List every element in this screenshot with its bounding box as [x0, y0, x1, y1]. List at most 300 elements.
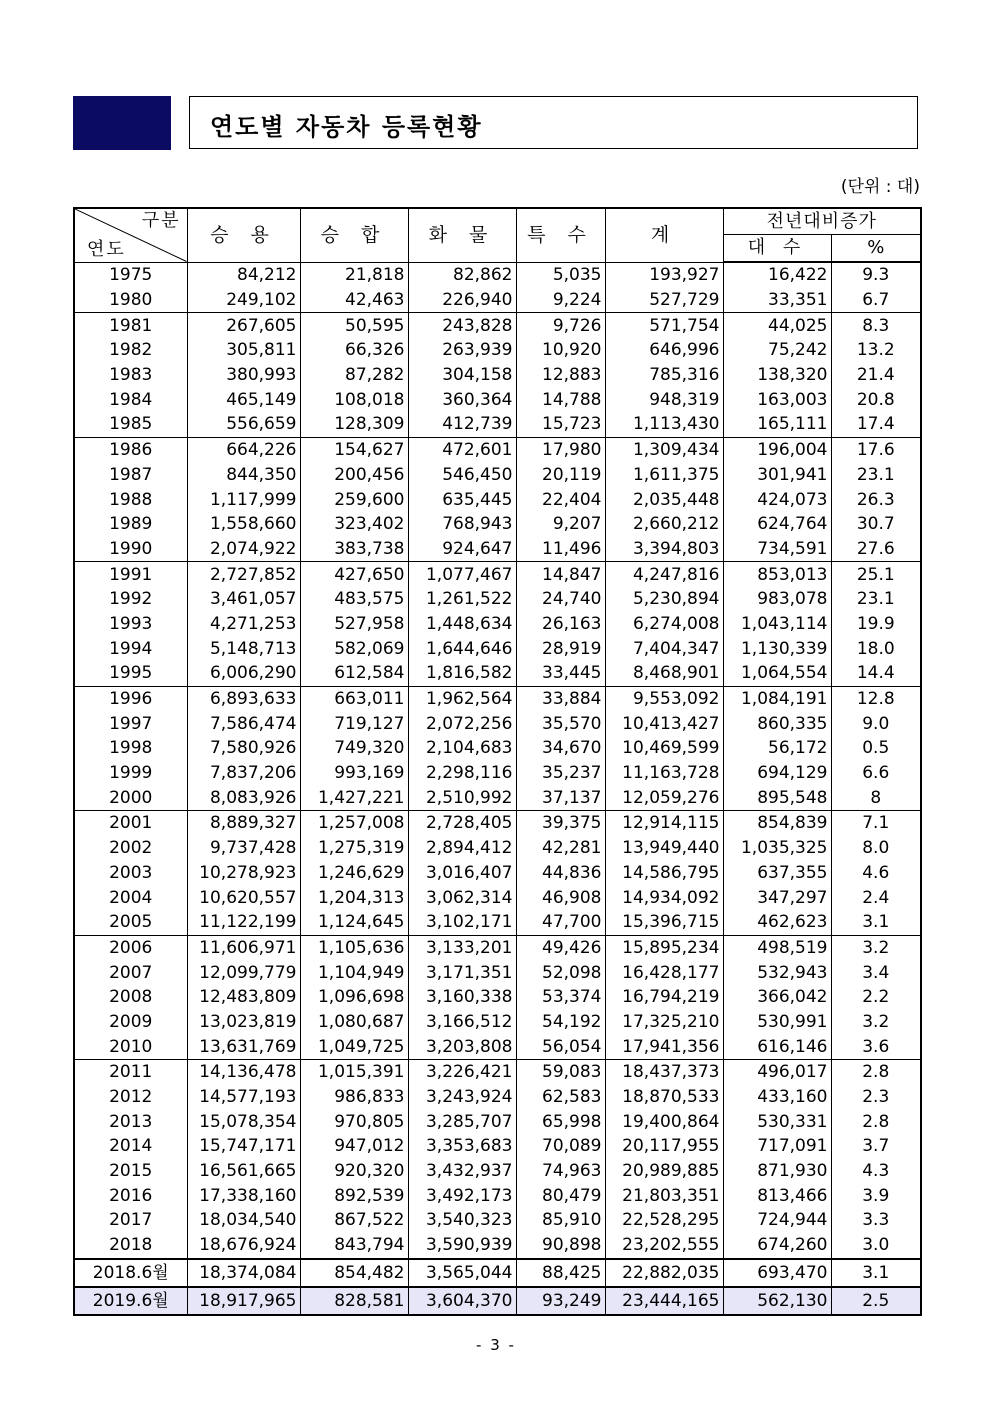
header-total: 계	[605, 208, 723, 262]
truck-cell: 3,285,707	[408, 1109, 516, 1134]
total-cell: 11,163,728	[605, 761, 723, 786]
year-cell: 2001	[74, 811, 187, 836]
yoy-count-cell: 1,043,114	[723, 612, 831, 637]
total-cell: 785,316	[605, 363, 723, 388]
yoy-pct-cell: 3.9	[831, 1183, 921, 1208]
van-cell: 21,818	[300, 262, 408, 288]
yoy-pct-cell: 27.6	[831, 537, 921, 562]
passenger-cell: 2,074,922	[187, 537, 300, 562]
van-cell: 1,080,687	[300, 1010, 408, 1035]
special-cell: 49,426	[516, 935, 605, 960]
year-cell: 2019.6월	[74, 1287, 187, 1315]
van-cell: 612,584	[300, 661, 408, 686]
van-cell: 986,833	[300, 1085, 408, 1110]
total-cell: 646,996	[605, 338, 723, 363]
table-row	[74, 387, 921, 412]
yoy-pct-cell: 4.6	[831, 861, 921, 886]
special-cell: 88,425	[516, 1259, 605, 1287]
yoy-count-cell: 301,941	[723, 463, 831, 488]
yoy-count-cell: 33,351	[723, 288, 831, 313]
table-row	[74, 910, 921, 935]
special-cell: 70,089	[516, 1134, 605, 1159]
total-cell: 14,586,795	[605, 861, 723, 886]
special-cell: 90,898	[516, 1233, 605, 1259]
header-special: 특 수	[516, 208, 605, 262]
passenger-cell: 15,078,354	[187, 1109, 300, 1134]
corner-label-top: 구분	[141, 210, 181, 231]
passenger-cell: 12,483,809	[187, 985, 300, 1010]
table-row	[74, 562, 921, 587]
yoy-pct-cell: 3.2	[831, 935, 921, 960]
table-row	[74, 363, 921, 388]
truck-cell: 3,171,351	[408, 960, 516, 985]
table-row	[74, 437, 921, 462]
special-cell: 14,788	[516, 387, 605, 412]
total-cell: 527,729	[605, 288, 723, 313]
table-row	[74, 636, 921, 661]
van-cell: 1,049,725	[300, 1034, 408, 1059]
passenger-cell: 5,148,713	[187, 636, 300, 661]
special-cell: 65,998	[516, 1109, 605, 1134]
yoy-count-cell: 860,335	[723, 711, 831, 736]
special-cell: 52,098	[516, 960, 605, 985]
year-cell: 1983	[74, 363, 187, 388]
yoy-count-cell: 694,129	[723, 761, 831, 786]
year-cell: 2005	[74, 910, 187, 935]
passenger-cell: 11,122,199	[187, 910, 300, 935]
van-cell: 66,326	[300, 338, 408, 363]
year-cell: 2010	[74, 1034, 187, 1059]
passenger-cell: 13,631,769	[187, 1034, 300, 1059]
special-cell: 24,740	[516, 587, 605, 612]
truck-cell: 3,062,314	[408, 885, 516, 910]
special-cell: 22,404	[516, 487, 605, 512]
year-cell: 1994	[74, 636, 187, 661]
passenger-cell: 8,083,926	[187, 785, 300, 810]
total-cell: 14,934,092	[605, 885, 723, 910]
total-cell: 1,113,430	[605, 412, 723, 437]
passenger-cell: 18,374,084	[187, 1259, 300, 1287]
van-cell: 920,320	[300, 1159, 408, 1184]
passenger-cell: 8,889,327	[187, 811, 300, 836]
yoy-count-cell: 734,591	[723, 537, 831, 562]
year-cell: 2009	[74, 1010, 187, 1035]
truck-cell: 1,816,582	[408, 661, 516, 686]
yoy-count-cell: 1,035,325	[723, 836, 831, 861]
special-cell: 59,083	[516, 1060, 605, 1085]
yoy-pct-cell: 25.1	[831, 562, 921, 587]
total-cell: 20,117,955	[605, 1134, 723, 1159]
truck-cell: 3,102,171	[408, 910, 516, 935]
van-cell: 1,104,949	[300, 960, 408, 985]
year-cell: 2011	[74, 1060, 187, 1085]
total-cell: 13,949,440	[605, 836, 723, 861]
van-cell: 892,539	[300, 1183, 408, 1208]
total-cell: 18,870,533	[605, 1085, 723, 1110]
passenger-cell: 10,620,557	[187, 885, 300, 910]
yoy-count-cell: 853,013	[723, 562, 831, 587]
van-cell: 1,427,221	[300, 785, 408, 810]
yoy-count-cell: 813,466	[723, 1183, 831, 1208]
truck-cell: 1,644,646	[408, 636, 516, 661]
truck-cell: 2,072,256	[408, 711, 516, 736]
yoy-pct-cell: 3.3	[831, 1208, 921, 1233]
special-cell: 5,035	[516, 262, 605, 288]
special-cell: 47,700	[516, 910, 605, 935]
title-decoration-block	[73, 96, 171, 150]
passenger-cell: 2,727,852	[187, 562, 300, 587]
total-cell: 17,325,210	[605, 1010, 723, 1035]
van-cell: 993,169	[300, 761, 408, 786]
table-row	[74, 612, 921, 637]
yoy-pct-cell: 6.6	[831, 761, 921, 786]
header-passenger: 승 용	[187, 208, 300, 262]
table-row	[74, 512, 921, 537]
year-cell: 2016	[74, 1183, 187, 1208]
special-cell: 35,237	[516, 761, 605, 786]
special-cell: 34,670	[516, 736, 605, 761]
special-cell: 42,281	[516, 836, 605, 861]
yoy-pct-cell: 2.5	[831, 1287, 921, 1315]
truck-cell: 3,133,201	[408, 935, 516, 960]
total-cell: 15,396,715	[605, 910, 723, 935]
year-cell: 2013	[74, 1109, 187, 1134]
table-row	[74, 1060, 921, 1085]
van-cell: 42,463	[300, 288, 408, 313]
passenger-cell: 6,893,633	[187, 686, 300, 711]
passenger-cell: 7,586,474	[187, 711, 300, 736]
truck-cell: 304,158	[408, 363, 516, 388]
total-cell: 18,437,373	[605, 1060, 723, 1085]
van-cell: 200,456	[300, 463, 408, 488]
special-cell: 15,723	[516, 412, 605, 437]
header-truck: 화 물	[408, 208, 516, 262]
year-cell: 1980	[74, 288, 187, 313]
year-cell: 2003	[74, 861, 187, 886]
yoy-count-cell: 496,017	[723, 1060, 831, 1085]
truck-cell: 3,226,421	[408, 1060, 516, 1085]
special-cell: 26,163	[516, 612, 605, 637]
yoy-count-cell: 347,297	[723, 885, 831, 910]
yoy-pct-cell: 7.1	[831, 811, 921, 836]
truck-cell: 1,962,564	[408, 686, 516, 711]
van-cell: 383,738	[300, 537, 408, 562]
yoy-count-cell: 75,242	[723, 338, 831, 363]
special-cell: 9,726	[516, 313, 605, 338]
special-cell: 9,224	[516, 288, 605, 313]
total-cell: 16,428,177	[605, 960, 723, 985]
year-cell: 2006	[74, 935, 187, 960]
yoy-count-cell: 1,130,339	[723, 636, 831, 661]
year-cell: 1993	[74, 612, 187, 637]
passenger-cell: 84,212	[187, 262, 300, 288]
year-cell: 1986	[74, 437, 187, 462]
truck-cell: 635,445	[408, 487, 516, 512]
total-cell: 2,035,448	[605, 487, 723, 512]
year-cell: 2002	[74, 836, 187, 861]
van-cell: 749,320	[300, 736, 408, 761]
passenger-cell: 18,676,924	[187, 1233, 300, 1259]
yoy-count-cell: 56,172	[723, 736, 831, 761]
year-cell: 1997	[74, 711, 187, 736]
total-cell: 6,274,008	[605, 612, 723, 637]
yoy-pct-cell: 8	[831, 785, 921, 810]
special-cell: 9,207	[516, 512, 605, 537]
year-cell: 1975	[74, 262, 187, 288]
special-cell: 35,570	[516, 711, 605, 736]
van-cell: 427,650	[300, 562, 408, 587]
yoy-count-cell: 532,943	[723, 960, 831, 985]
year-cell: 2017	[74, 1208, 187, 1233]
truck-cell: 3,432,937	[408, 1159, 516, 1184]
passenger-cell: 4,271,253	[187, 612, 300, 637]
yoy-count-cell: 530,331	[723, 1109, 831, 1134]
unit-label: (단위 : 대)	[840, 177, 920, 197]
yoy-count-cell: 165,111	[723, 412, 831, 437]
table-row	[74, 487, 921, 512]
yoy-count-cell: 674,260	[723, 1233, 831, 1259]
passenger-cell: 13,023,819	[187, 1010, 300, 1035]
table-row	[74, 661, 921, 686]
truck-cell: 3,540,323	[408, 1208, 516, 1233]
yoy-count-cell: 693,470	[723, 1259, 831, 1287]
table-body	[74, 262, 921, 1315]
truck-cell: 2,728,405	[408, 811, 516, 836]
passenger-cell: 664,226	[187, 437, 300, 462]
table-row	[74, 1183, 921, 1208]
yoy-pct-cell: 13.2	[831, 338, 921, 363]
header-yoy-count: 대 수	[723, 235, 831, 263]
special-cell: 20,119	[516, 463, 605, 488]
passenger-cell: 14,136,478	[187, 1060, 300, 1085]
van-cell: 828,581	[300, 1287, 408, 1315]
truck-cell: 3,016,407	[408, 861, 516, 886]
van-cell: 719,127	[300, 711, 408, 736]
year-cell: 1990	[74, 537, 187, 562]
table-row	[74, 1085, 921, 1110]
special-cell: 14,847	[516, 562, 605, 587]
yoy-pct-cell: 2.8	[831, 1060, 921, 1085]
yoy-count-cell: 717,091	[723, 1134, 831, 1159]
passenger-cell: 556,659	[187, 412, 300, 437]
van-cell: 1,246,629	[300, 861, 408, 886]
table-row	[74, 338, 921, 363]
table-row	[74, 861, 921, 886]
year-cell: 1988	[74, 487, 187, 512]
yoy-pct-cell: 8.0	[831, 836, 921, 861]
passenger-cell: 12,099,779	[187, 960, 300, 985]
year-cell: 1987	[74, 463, 187, 488]
table-row	[74, 736, 921, 761]
passenger-cell: 15,747,171	[187, 1134, 300, 1159]
yoy-count-cell: 44,025	[723, 313, 831, 338]
van-cell: 947,012	[300, 1134, 408, 1159]
table-row	[74, 1159, 921, 1184]
yoy-pct-cell: 17.4	[831, 412, 921, 437]
yoy-pct-cell: 0.5	[831, 736, 921, 761]
year-cell: 2007	[74, 960, 187, 985]
passenger-cell: 9,737,428	[187, 836, 300, 861]
van-cell: 970,805	[300, 1109, 408, 1134]
total-cell: 8,468,901	[605, 661, 723, 686]
table-row	[74, 587, 921, 612]
van-cell: 483,575	[300, 587, 408, 612]
table-row	[74, 313, 921, 338]
year-cell: 2000	[74, 785, 187, 810]
van-cell: 87,282	[300, 363, 408, 388]
total-cell: 23,444,165	[605, 1287, 723, 1315]
yoy-pct-cell: 23.1	[831, 587, 921, 612]
passenger-cell: 18,917,965	[187, 1287, 300, 1315]
yoy-pct-cell: 3.4	[831, 960, 921, 985]
passenger-cell: 1,558,660	[187, 512, 300, 537]
truck-cell: 2,104,683	[408, 736, 516, 761]
total-cell: 22,882,035	[605, 1259, 723, 1287]
yoy-pct-cell: 17.6	[831, 437, 921, 462]
truck-cell: 1,448,634	[408, 612, 516, 637]
total-cell: 948,319	[605, 387, 723, 412]
year-cell: 1989	[74, 512, 187, 537]
yoy-pct-cell: 4.3	[831, 1159, 921, 1184]
truck-cell: 3,353,683	[408, 1134, 516, 1159]
special-cell: 33,884	[516, 686, 605, 711]
yoy-count-cell: 624,764	[723, 512, 831, 537]
passenger-cell: 305,811	[187, 338, 300, 363]
total-cell: 16,794,219	[605, 985, 723, 1010]
year-cell: 1991	[74, 562, 187, 587]
special-cell: 17,980	[516, 437, 605, 462]
table-row	[74, 960, 921, 985]
table-row	[74, 1134, 921, 1159]
total-cell: 23,202,555	[605, 1233, 723, 1259]
registration-table	[73, 207, 922, 1316]
total-cell: 3,394,803	[605, 537, 723, 562]
truck-cell: 2,894,412	[408, 836, 516, 861]
total-cell: 22,528,295	[605, 1208, 723, 1233]
passenger-cell: 18,034,540	[187, 1208, 300, 1233]
truck-cell: 3,604,370	[408, 1287, 516, 1315]
yoy-count-cell: 616,146	[723, 1034, 831, 1059]
yoy-pct-cell: 2.4	[831, 885, 921, 910]
van-cell: 1,124,645	[300, 910, 408, 935]
truck-cell: 3,166,512	[408, 1010, 516, 1035]
yoy-pct-cell: 3.0	[831, 1233, 921, 1259]
total-cell: 12,914,115	[605, 811, 723, 836]
total-cell: 1,611,375	[605, 463, 723, 488]
yoy-pct-cell: 9.0	[831, 711, 921, 736]
total-cell: 19,400,864	[605, 1109, 723, 1134]
yoy-count-cell: 895,548	[723, 785, 831, 810]
truck-cell: 82,862	[408, 262, 516, 288]
table-row	[74, 412, 921, 437]
yoy-count-cell: 637,355	[723, 861, 831, 886]
yoy-pct-cell: 3.1	[831, 910, 921, 935]
special-cell: 33,445	[516, 661, 605, 686]
total-cell: 7,404,347	[605, 636, 723, 661]
table-row	[74, 836, 921, 861]
yoy-count-cell: 462,623	[723, 910, 831, 935]
total-cell: 571,754	[605, 313, 723, 338]
table-row	[74, 935, 921, 960]
passenger-cell: 11,606,971	[187, 935, 300, 960]
truck-cell: 263,939	[408, 338, 516, 363]
van-cell: 108,018	[300, 387, 408, 412]
total-cell: 4,247,816	[605, 562, 723, 587]
yoy-count-cell: 562,130	[723, 1287, 831, 1315]
table-row	[74, 262, 921, 288]
yoy-pct-cell: 8.3	[831, 313, 921, 338]
table-row	[74, 785, 921, 810]
year-cell: 1981	[74, 313, 187, 338]
year-cell: 2015	[74, 1159, 187, 1184]
truck-cell: 3,492,173	[408, 1183, 516, 1208]
total-cell: 10,413,427	[605, 711, 723, 736]
special-cell: 85,910	[516, 1208, 605, 1233]
yoy-pct-cell: 18.0	[831, 636, 921, 661]
passenger-cell: 465,149	[187, 387, 300, 412]
year-cell: 2014	[74, 1134, 187, 1159]
yoy-pct-cell: 2.8	[831, 1109, 921, 1134]
passenger-cell: 17,338,160	[187, 1183, 300, 1208]
yoy-pct-cell: 3.6	[831, 1034, 921, 1059]
yoy-pct-cell: 3.7	[831, 1134, 921, 1159]
van-cell: 323,402	[300, 512, 408, 537]
yoy-pct-cell: 9.3	[831, 262, 921, 288]
special-cell: 53,374	[516, 985, 605, 1010]
special-cell: 28,919	[516, 636, 605, 661]
total-cell: 9,553,092	[605, 686, 723, 711]
table-row	[74, 288, 921, 313]
yoy-count-cell: 138,320	[723, 363, 831, 388]
total-cell: 17,941,356	[605, 1034, 723, 1059]
year-cell: 2008	[74, 985, 187, 1010]
van-cell: 1,204,313	[300, 885, 408, 910]
truck-cell: 412,739	[408, 412, 516, 437]
truck-cell: 3,203,808	[408, 1034, 516, 1059]
passenger-cell: 7,837,206	[187, 761, 300, 786]
yoy-count-cell: 196,004	[723, 437, 831, 462]
table-row	[74, 463, 921, 488]
yoy-count-cell: 871,930	[723, 1159, 831, 1184]
total-cell: 5,230,894	[605, 587, 723, 612]
passenger-cell: 10,278,923	[187, 861, 300, 886]
total-cell: 2,660,212	[605, 512, 723, 537]
passenger-cell: 1,117,999	[187, 487, 300, 512]
yoy-pct-cell: 14.4	[831, 661, 921, 686]
yoy-count-cell: 724,944	[723, 1208, 831, 1233]
passenger-cell: 14,577,193	[187, 1085, 300, 1110]
yoy-count-cell: 854,839	[723, 811, 831, 836]
yoy-pct-cell: 26.3	[831, 487, 921, 512]
special-cell: 12,883	[516, 363, 605, 388]
van-cell: 128,309	[300, 412, 408, 437]
van-cell: 854,482	[300, 1259, 408, 1287]
yoy-pct-cell: 3.2	[831, 1010, 921, 1035]
van-cell: 259,600	[300, 487, 408, 512]
van-cell: 154,627	[300, 437, 408, 462]
page-title: 연도별 자동차 등록현황	[210, 113, 483, 141]
truck-cell: 1,261,522	[408, 587, 516, 612]
van-cell: 1,257,008	[300, 811, 408, 836]
yoy-pct-cell: 23.1	[831, 463, 921, 488]
yoy-count-cell: 498,519	[723, 935, 831, 960]
page-number: - 3 -	[476, 1336, 516, 1354]
table-row	[74, 711, 921, 736]
year-cell: 1992	[74, 587, 187, 612]
yoy-pct-cell: 20.8	[831, 387, 921, 412]
table-row	[74, 1287, 921, 1315]
passenger-cell: 6,006,290	[187, 661, 300, 686]
